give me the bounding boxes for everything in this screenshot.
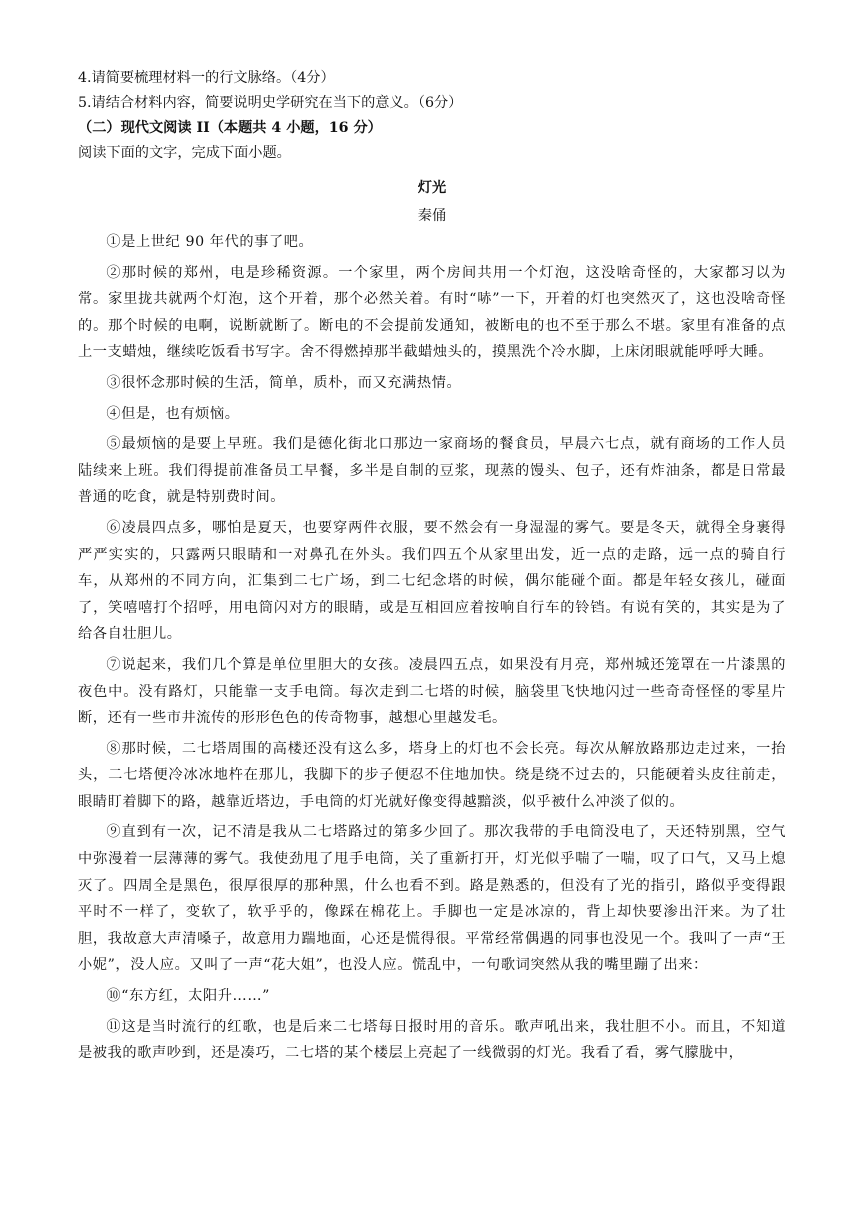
question-4: 4.请简要梳理材料一的行文脉络。（4分） xyxy=(78,70,335,86)
paragraph-8: ⑧那时候，二七塔周围的高楼还没有这么多，塔身上的灯也不会长亮。每次从解放路那边走过来，一抬头，二七塔便冷冰冰地杵在那儿，我脚下的步子便忍不住地加快。绕是绕不过去的，只能硬着头皮往前走，眼睛盯着脚下的路，越靠近塔边，手电筒的灯光就好像变得越黯淡，似乎被什么冲淡了似的。 xyxy=(78,740,786,810)
paragraph-3: ③很怀念那时候的生活，简单，质朴，而又充满热情。 xyxy=(106,374,462,391)
paragraph-1: ①是上世纪 90 年代的事了吧。 xyxy=(106,234,314,250)
paragraph-2: ②那时候的郑州，电是珍稀资源。一个家里，两个房间共用一个灯泡，这没啥奇怪的，大家都习以为常。家里拢共就两个灯泡，这个开着，那个必然关着。有时“哧”一下，开着的灯也突然灭了，这也没啥奇怪的。那个时候的电啊，说断就断了。断电的不会提前发通知，被断电的也不至于那么不堪。家里有准备的点上一支蜡烛，继续吃饭看书写字。舍不得燃掉那半截蜡烛头的，摸黑洗个冷水脚，上床闭眼就能呼呼大睡。 xyxy=(78,264,786,361)
question-5: 5.请结合材料内容，简要说明史学研究在当下的意义。（6分） xyxy=(78,95,463,111)
paragraph-7: ⑦说起来，我们几个算是单位里胆大的女孩。凌晨四五点，如果没有月亮，郑州城还笼罩在一片漆黑的夜色中。没有路灯，只能靠一支手电筒。每次走到二七塔的时候，脑袋里飞快地闪过一些奇奇怪怪的零星片断，还有一些市井流传的形形色色的传奇物事，越想心里越发毛。 xyxy=(78,656,786,727)
paragraph-4: ④但是，也有烦恼。 xyxy=(106,405,240,422)
paragraph-9: ⑨直到有一次，记不清是我从二七塔路过的第多少回了。那次我带的手电筒没电了，天还特别黑，空气中弥漫着一层薄薄的雾气。我使劲甩了甩手电筒，关了重新打开，灯光似乎喘了一喘，叹了口气，又马上熄灭了。四周全是黑色，很厚很厚的那种黑，什么也看不到。路是熟悉的，但没有了光的指引，路似乎变得跟平时不一样了，变软了，软乎乎的，像踩在棉花上。手脚也一定是冰凉的，背上却快要渗出汗来。为了壮胆，我故意大声清嗓子，故意用力踹地面，心还是慌得很。平常经常偶遇的同事也没见一个。我叫了一声“王小妮”，没人应。又叫了一声“花大姐”，也没人应。慌乱中，一句歌词突然从我的嘴里蹦了出来： xyxy=(78,824,786,974)
paragraph-5: ⑤最烦恼的是要上早班。我们是德化街北口那边一家商场的餐食员，早晨六七点，就有商场的工作人员陆续来上班。我们得提前准备员工早餐，多半是自制的豆浆，现蒸的馒头、包子，还有炸油条，都是日常最普通的吃食，就是特别费时间。 xyxy=(78,436,786,506)
exam-page xyxy=(78,66,786,1071)
section-heading: （二）现代文阅读 II（本题共 4 小题，16 分） xyxy=(78,120,382,136)
instruction-text: 阅读下面的文字，完成下面小题。 xyxy=(78,145,291,161)
paragraph-10: ⑩“东方红，太阳升……” xyxy=(106,988,270,1005)
paragraph-11: ⑪这是当时流行的红歌，也是后来二七塔每日报时用的音乐。歌声吼出来，我壮胆不小。而且，不知道是被我的歌声吵到，还是凑巧，二七塔的某个楼层上亮起了一线微弱的灯光。我看了看，雾气朦胧中， xyxy=(78,1018,786,1062)
paragraph-6: ⑥凌晨四点多，哪怕是夏天，也要穿两件衣服，要不然会有一身湿湿的雾气。要是冬天，就得全身裹得严严实实的，只露两只眼睛和一对鼻孔在外头。我们四五个从家里出发，近一点的走路，远一点的骑自行车，从郑州的不同方向，汇集到二七广场，到二七纪念塔的时候，偶尔能碰个面。都是年轻女孩儿，碰面了，笑嘻嘻打个招呼，用电筒闪对方的眼睛，或是互相回应着按响自行车的铃铛。有说有笑的，其实是为了给各自壮胆儿。 xyxy=(78,519,786,643)
article-title: 灯光 xyxy=(417,180,447,196)
article-author: 秦俑 xyxy=(417,208,447,224)
